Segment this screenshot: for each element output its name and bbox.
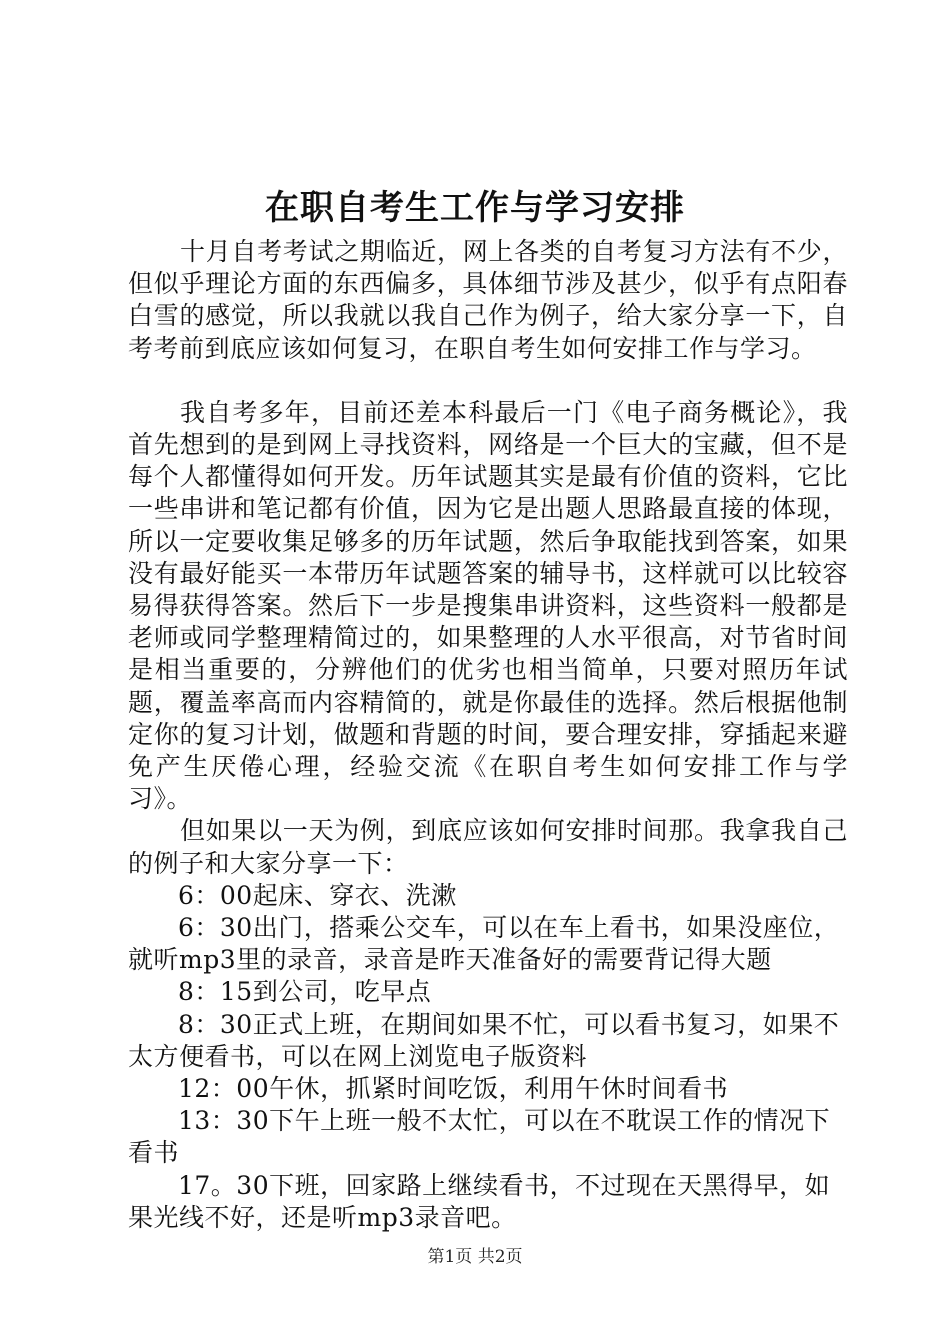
paragraph-intro: 十月自考考试之期临近，网上各类的自考复习方法有不少，但似乎理论方面的东西偏多，具体细节涉及甚少，似乎有点阳春白雪的感觉，所以我就以我自己作为例子，给大家分享一下，自考考前到底应该如何复习，在职自考生如何安排工作与学习。 (128, 237, 848, 363)
document-body (128, 236, 848, 1234)
schedule-item: 17。30下班，回家路上继续看书，不过现在天黑得早，如果光线不好，还是听mp3录音吧。 (128, 1170, 831, 1232)
paragraph-daily-intro: 但如果以一天为例，到底应该如何安排时间那。我拿我自己的例子和大家分享一下： (128, 816, 848, 878)
paragraph-experience: 我自考多年，目前还差本科最后一门《电子商务概论》，我首先想到的是到网上寻找资料，网络是一个巨大的宝藏，但不是每个人都懂得如何开发。历年试题其实是最有价值的资料，它比一些串讲和笔记都有价值，因为它是出题人思路最直接的体现，所以一定要收集足够多的历年试题，然后争取能找到答案，如果没有最好能买一本带历年试题答案的辅导书，这样就可以比较容易得获得答案。然后下一步是搜集串讲资料，这些资料一般都是老师或同学整理精简过的，如果整理的人水平很高，对节省时间是相当重要的，分辨他们的优劣也相当简单，只要对照历年试题，覆盖率高而内容精简的，就是你最佳的选择。然后根据他制定你的复习计划，做题和背题的时间，要合理安排，穿插起来避免产生厌倦心理，经验交流《在职自考生如何安排工作与学习》。 (128, 397, 848, 814)
schedule-item: 12：00午休，抓紧时间吃饭，利用午休时间看书 (178, 1074, 729, 1104)
schedule-item: 6：30出门，搭乘公交车，可以在车上看书，如果没座位，就听mp3里的录音，录音是昨天准备好的需要背记得大题 (128, 913, 840, 975)
schedule-list (128, 880, 848, 1234)
schedule-item: 13：30下午上班一般不太忙，可以在不耽误工作的情况下看书 (128, 1106, 831, 1168)
schedule-item: 8：15到公司，吃早点 (178, 977, 432, 1007)
schedule-item: 8：30正式上班，在期间如果不忙，可以看书复习，如果不太方便看书，可以在网上浏览电子版资料 (128, 1009, 840, 1071)
document-title: 在职自考生工作与学习安排 (265, 188, 685, 228)
page-footer: 第1页 共2页 (427, 1247, 523, 1267)
schedule-item: 6：00起床、穿衣、洗漱 (178, 880, 457, 910)
